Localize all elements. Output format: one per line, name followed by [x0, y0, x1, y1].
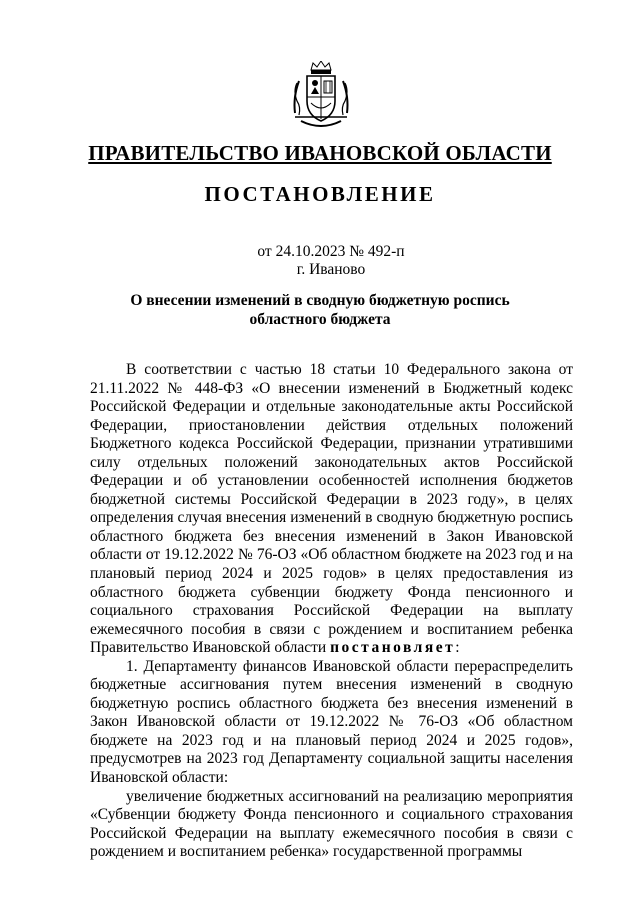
document-body — [90, 361, 573, 862]
sub-item-paragraph: увеличение бюджетных ассигнований на реализацию мероприятия «Субвенции бюджету Фонда пенсионного и социального страхования Российской Федерации на выплату ежемесячного пособия в связи с рождением и воспитанием ребенка» государственной программы — [90, 787, 573, 861]
document-type: ПОСТАНОВЛЕНИЕ — [204, 182, 436, 206]
document-meta — [0, 243, 640, 279]
ivanovo-coat-of-arms-icon — [291, 61, 351, 129]
subject-line-2: областного бюджета — [249, 311, 391, 328]
item-1-paragraph: 1. Департаменту финансов Ивановской области перераспределить бюджетные ассигнования путем внесения изменений в сводную бюджетную роспись областного бюджета без внесения изменений в Закон Ивановской области от 19.12.2022 № 76-ОЗ «Об областном бюджете на 2023 год и на плановый период 2024 и 2025 годов», предусмотрев на 2023 год Департаменту социальной защиты населения Ивановской области: — [90, 657, 573, 787]
preamble-paragraph — [90, 361, 573, 658]
decree-word: постановляет — [330, 639, 456, 657]
organization-title: ПРАВИТЕЛЬСТВО ИВАНОВСКОЙ ОБЛАСТИ — [88, 141, 552, 165]
date-number: от 24.10.2023 № 492-п — [257, 243, 405, 260]
subject-line-1: О внесении изменений в сводную бюджетную роспись — [130, 292, 510, 309]
place: г. Иваново — [296, 261, 366, 278]
decree-colon: : — [455, 639, 460, 657]
document-subject — [0, 291, 640, 329]
preamble-text: В соответствии с частью 18 статьи 10 Федерального закона от 21.11.2022 № 448-ФЗ «О внесении изменений в Бюджетный кодекс Российской Федерации и отдельные законодательные акты Российской Федерации, приостановлении действия отдельных положений Бюджетного кодекса Российской Федерации, признании утратившими силу отдельных положений законодательных актов Российской Федерации и об установлении особенностей исполнения бюджетов бюджетной системы Российской Федерации в 2023 году», в целях определения случая внесения изменений в сводную бюджетную роспись областного бюджета без внесения изменений в Закон Ивановской области от 19.12.2022 № 76-ОЗ «Об областном бюджете на 2023 год и на плановый период 2024 и 2025 годов» в целях предоставления из областного бюджета субвенции бюджету Фонда пенсионного и социального страхования Российской Федерации на выплату ежемесячного пособия в связи с рождением и воспитанием ребенка Правительство Ивановской области — [90, 361, 573, 657]
